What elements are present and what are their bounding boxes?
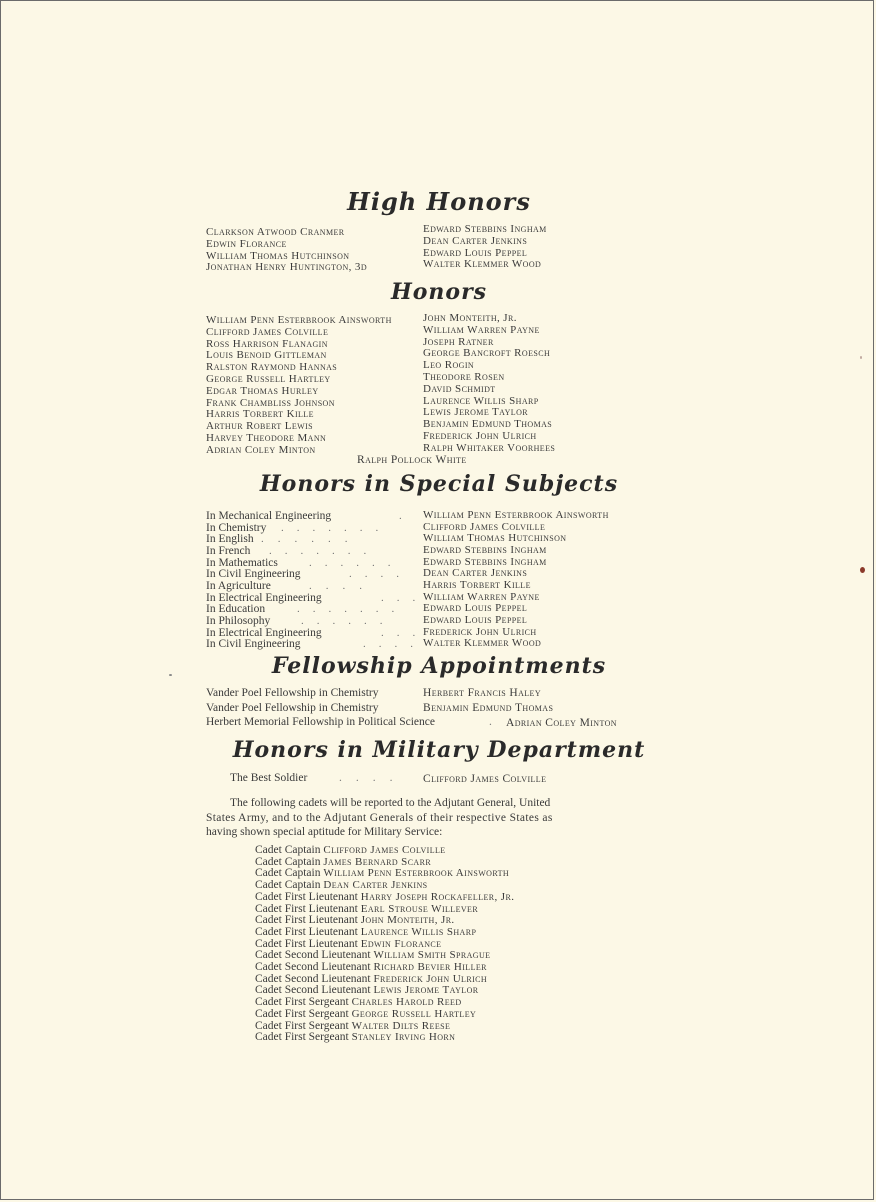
cadet-rank: Cadet First Sergeant [255, 1007, 349, 1020]
subject-name: Edward Louis Peppel [423, 613, 528, 626]
cadet-name: Frederick John Ulrich [373, 972, 488, 985]
subject-label: In Agriculture [206, 579, 271, 592]
cadet-name: Walter Dilts Reese [351, 1019, 451, 1032]
subject-name: Edward Stebbins Ingham [423, 543, 547, 556]
cadet-rank: Cadet First Sergeant [255, 1031, 349, 1044]
paper-stain [860, 567, 865, 573]
paragraph-line: States Army, and to the Adjutant Generals of their respective States as [206, 811, 553, 824]
cadet-name: Richard Bevier Hiller [373, 961, 487, 974]
cadet-rank: Cadet Second Lieutenant [255, 961, 371, 974]
subject-label: In Education [206, 603, 266, 616]
honors-name: George Russell Hartley [206, 372, 331, 385]
honors-name: Arthur Robert Lewis [206, 420, 314, 433]
subject-label: In Philosophy [206, 614, 271, 627]
cadet-name: Lewis Jerome Taylor [373, 984, 479, 997]
honors-left-column [206, 315, 392, 457]
heading-fellowship: Fellowship Appointments [271, 653, 607, 679]
subject-name: Dean Carter Jenkins [423, 567, 528, 580]
cadet-name: Laurence Willis Sharp [360, 925, 477, 938]
subject-name: William Penn Esterbrook Ainsworth [423, 509, 609, 521]
military-paragraph [206, 796, 631, 840]
cadet-rank: Cadet Captain [255, 879, 321, 892]
paragraph-line: The following cadets will be reported to the Adjutant General, United [230, 797, 551, 809]
cadet-list [255, 845, 514, 1044]
high-honors-name: Edward Louis Peppel [423, 246, 528, 259]
subject-label: In Electrical Engineering [206, 591, 322, 604]
subject-label: In Chemistry [206, 521, 267, 534]
subject-label: In Mathematics [206, 556, 278, 569]
subject-label: In French [206, 544, 251, 557]
subject-name: Clifford James Colville [423, 520, 546, 533]
cadet-row [255, 1032, 514, 1044]
honors-name: Frank Chambliss Johnson [206, 396, 335, 409]
honors-name: Harris Torbert Kille [206, 408, 314, 421]
honors-name: Ralph Whitaker Voorhees [423, 441, 556, 454]
honors-name: Louis Benoid Gittleman [206, 349, 327, 362]
cadet-name: Edwin Florance [360, 937, 442, 950]
high-honors-name: Jonathan Henry Huntington, 3d [206, 261, 368, 274]
honors-name: Edgar Thomas Hurley [206, 384, 319, 397]
honors-name: David Schmidt [423, 382, 496, 395]
honors-right-column [423, 313, 555, 455]
cadet-name: Stanley Irving Horn [351, 1031, 456, 1044]
honors-name: Theodore Rosen [423, 370, 505, 383]
cadet-name: Dean Carter Jenkins [323, 879, 428, 892]
subject-name: Frederick John Ulrich [423, 625, 537, 638]
leader-dots: .... [339, 772, 407, 784]
subject-label: In Mechanical Engineering [206, 510, 332, 522]
high-honors-name: Edward Stebbins Ingham [423, 223, 547, 235]
high-honors-name: Dean Carter Jenkins [423, 234, 528, 247]
honors-name: Adrian Coley Minton [206, 443, 316, 456]
cadet-name: William Smith Sprague [373, 949, 491, 962]
fellowship-name: Benjamin Edmund Thomas [423, 702, 554, 714]
honors-name: Ross Harrison Flanagin [206, 337, 328, 350]
cadet-rank: Cadet First Lieutenant [255, 925, 358, 938]
subject-name: Walter Klemmer Wood [423, 637, 542, 650]
honors-name: John Monteith, Jr. [423, 312, 517, 324]
subject-label: In English [206, 533, 254, 546]
special-subjects-names [423, 510, 609, 650]
subject-name: Edward Louis Peppel [423, 602, 528, 615]
honors-name: Benjamin Edmund Thomas [423, 418, 553, 431]
subject-name: William Thomas Hutchinson [423, 532, 567, 545]
cadet-name: Clifford James Colville [323, 844, 446, 856]
cadet-rank: Cadet Captain [255, 867, 321, 880]
cadet-rank: Cadet First Lieutenant [255, 890, 358, 903]
cadet-name: Harry Joseph Rockafeller, Jr. [360, 890, 515, 903]
honors-name: Harvey Theodore Mann [206, 431, 327, 444]
heading-special-subjects: Honors in Special Subjects [259, 471, 619, 497]
best-soldier-label: The Best Soldier [230, 772, 308, 784]
cadet-rank: Cadet First Sergeant [255, 996, 349, 1009]
fellowship-name: Herbert Francis Haley [423, 687, 542, 699]
subject-label: In Electrical Engineering [206, 626, 322, 639]
subject-name: Edward Stebbins Ingham [423, 555, 547, 568]
heading-high-honors: High Honors [347, 187, 531, 216]
high-honors-name: Clarkson Atwood Cranmer [206, 226, 345, 238]
subject-name: William Warren Payne [423, 590, 540, 603]
leader-dots: . [489, 716, 492, 728]
cadet-rank: Cadet Second Lieutenant [255, 972, 371, 985]
cadet-rank: Cadet Second Lieutenant [255, 984, 371, 997]
cadet-rank: Cadet First Lieutenant [255, 902, 358, 915]
high-honors-left-column [206, 227, 367, 274]
heading-honors: Honors [390, 279, 488, 305]
fellowship-title: Vander Poel Fellowship in Chemistry [206, 687, 379, 699]
honors-name: Frederick John Ulrich [423, 429, 537, 442]
subject-label: In Civil Engineering [206, 568, 301, 581]
leader-dots: . ....... ...... ....... ...... .... .... ... ....... ...... ... .... [261, 510, 429, 651]
honors-name: Ralston Raymond Hannas [206, 361, 338, 374]
high-honors-right-column [423, 224, 547, 271]
paper-stain [169, 674, 172, 676]
fellowship-title: Vander Poel Fellowship in Chemistry [206, 702, 379, 714]
subject-name: Harris Torbert Kille [423, 578, 531, 591]
honors-center-name: Ralph Pollock White [357, 454, 467, 466]
cadet-name: James Bernard Scarr [323, 855, 432, 868]
cadet-rank: Cadet Captain [255, 844, 321, 856]
honors-name: Clifford James Colville [206, 325, 329, 338]
cadet-rank: Cadet First Lieutenant [255, 937, 358, 950]
subject-label: In Civil Engineering [206, 638, 301, 651]
high-honors-name: Edwin Florance [206, 237, 287, 250]
honors-name: William Penn Esterbrook Ainsworth [206, 314, 392, 326]
cadet-rank: Cadet First Sergeant [255, 1019, 349, 1032]
cadet-rank: Cadet Second Lieutenant [255, 949, 371, 962]
high-honors-name: William Thomas Hutchinson [206, 249, 350, 262]
best-soldier-name: Clifford James Colville [423, 773, 547, 785]
honors-name: Laurence Willis Sharp [423, 394, 539, 407]
fellowship-title: Herbert Memorial Fellowship in Political Science [206, 716, 435, 728]
cadet-name: Earl Strouse Willever [360, 902, 479, 915]
cadet-name: William Penn Esterbrook Ainsworth [323, 867, 510, 880]
honors-name: George Bancroft Roesch [423, 347, 551, 360]
honors-name: Leo Rogin [423, 359, 475, 372]
paper-stain [860, 356, 862, 359]
cadet-name: George Russell Hartley [351, 1007, 477, 1020]
honors-name: Joseph Ratner [423, 335, 494, 348]
cadet-rank: Cadet Captain [255, 855, 321, 868]
high-honors-name: Walter Klemmer Wood [423, 258, 542, 271]
fellowship-name: Adrian Coley Minton [506, 717, 617, 729]
cadet-name: John Monteith, Jr. [360, 914, 455, 927]
heading-military: Honors in Military Department [232, 737, 646, 763]
paragraph-line: having shown special aptitude for Military Service: [206, 826, 443, 838]
honors-name: Lewis Jerome Taylor [423, 406, 528, 419]
cadet-name: Charles Harold Reed [351, 996, 462, 1009]
cadet-rank: Cadet First Lieutenant [255, 914, 358, 927]
honors-name: William Warren Payne [423, 323, 540, 336]
